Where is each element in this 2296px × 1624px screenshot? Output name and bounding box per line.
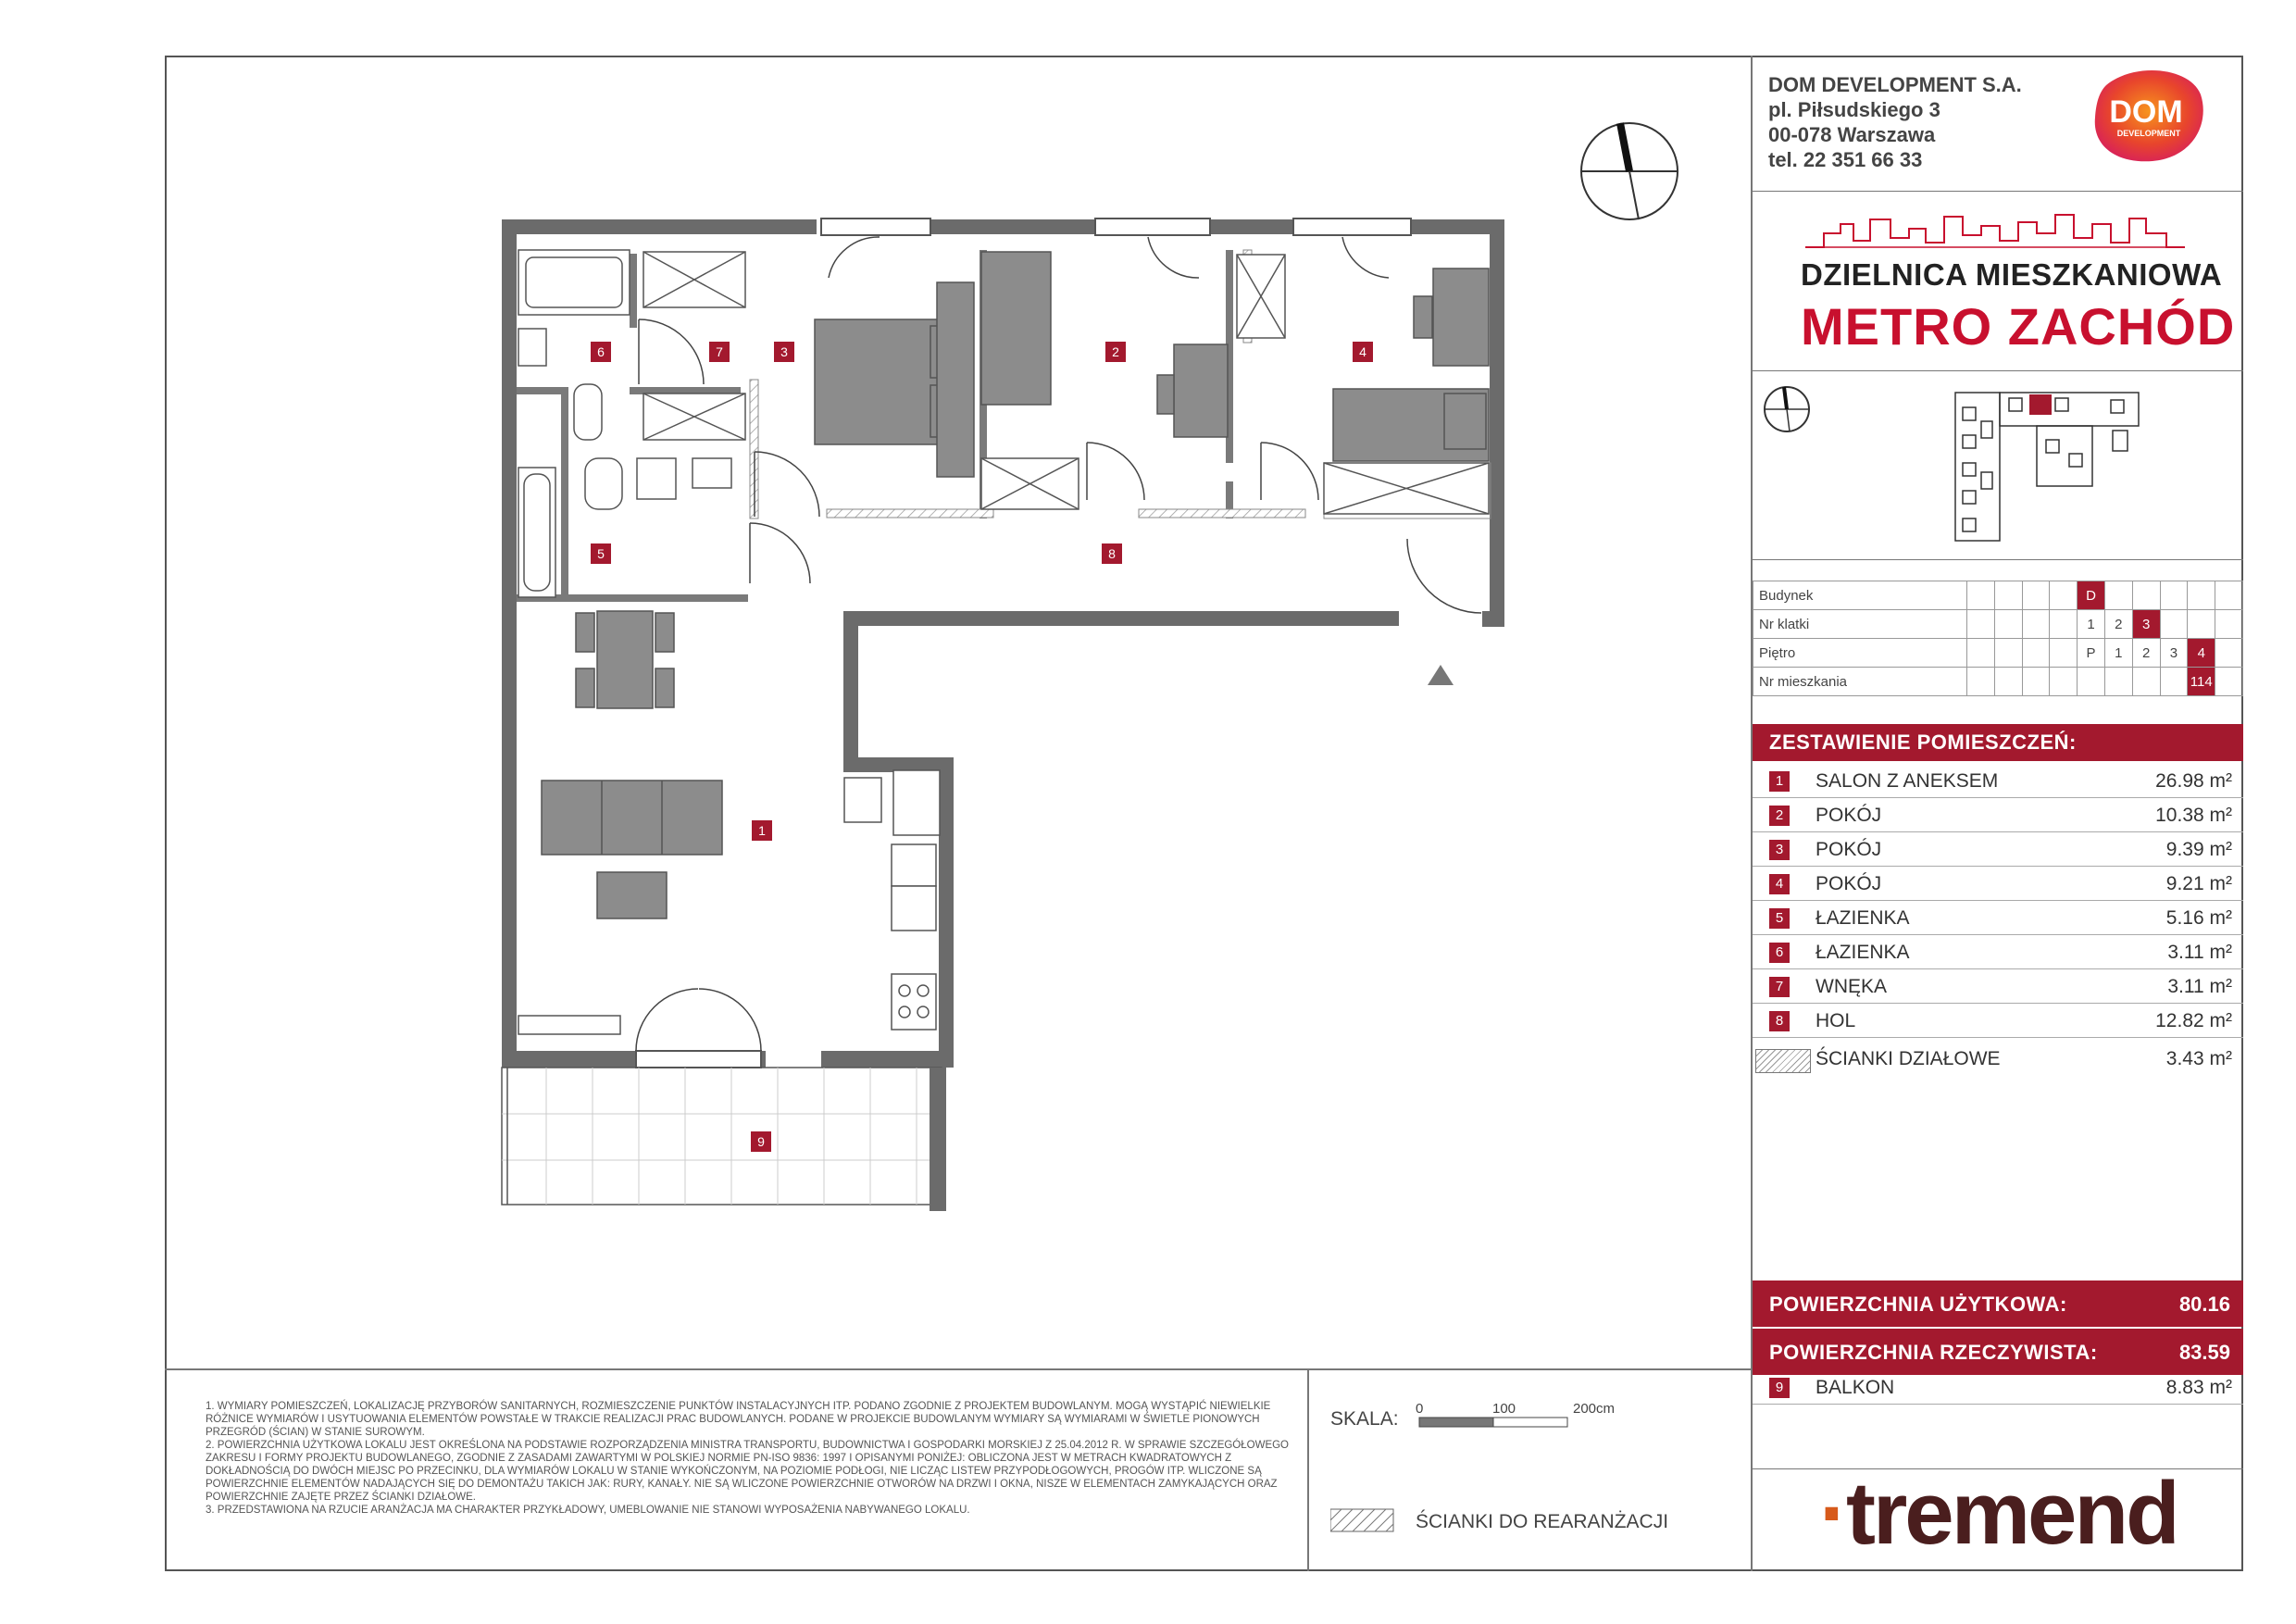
rooms-heading: ZESTAWIENIE POMIESZCZEŃ:	[1753, 724, 2243, 761]
rearrange-hatch-swatch	[1330, 1509, 1393, 1531]
brand-line1: DZIELNICA MIESZKANIOWA	[1801, 257, 2223, 292]
furniture	[518, 250, 1489, 1034]
dom-development-logo	[2088, 67, 2208, 164]
room-label-3	[774, 342, 794, 362]
room-row: 8 HOL 12.82 m²	[1753, 1005, 2243, 1038]
room-label-9	[751, 1131, 771, 1152]
brand-divider	[1753, 370, 2243, 371]
pietro-2: 2	[2132, 639, 2160, 668]
svg-text:3: 3	[780, 344, 788, 359]
svg-text:4: 4	[1359, 344, 1366, 359]
room-label-5	[591, 543, 611, 564]
row-budynek	[1753, 581, 2243, 610]
svg-text:6: 6	[597, 344, 605, 359]
legal-notes	[206, 1400, 1307, 1517]
row-mieszkanie	[1753, 668, 2243, 696]
usable-area-bar: POWIERZCHNIA UŻYTKOWA: 80.16	[1753, 1280, 2243, 1327]
label-mieszkanie: Nr mieszkania	[1753, 668, 1967, 696]
notes-divider	[165, 1368, 1751, 1370]
klatka-3-selected: 3	[2132, 610, 2160, 639]
logo-text-development: DEVELOPMENT	[2116, 129, 2181, 138]
brand-block	[1801, 209, 2236, 356]
real-area-bar: POWIERZCHNIA RZECZYWISTA: 83.59	[1753, 1329, 2243, 1375]
room-row: 6 ŁAZIENKA 3.11 m²	[1753, 936, 2243, 969]
company-phone: tel. 22 351 66 33	[1768, 148, 1923, 171]
svg-text:8: 8	[1108, 546, 1116, 561]
scale-legend	[1330, 1398, 1738, 1565]
svg-text:7: 7	[716, 344, 723, 359]
room-row: 4 POKÓJ 9.21 m²	[1753, 868, 2243, 901]
room-label-6	[591, 342, 611, 362]
klatka-1: 1	[2078, 610, 2105, 639]
partitions-row: ŚCIANKI DZIAŁOWE 3.43 m²	[1816, 1048, 2232, 1069]
entrance-arrow-icon	[1428, 665, 1454, 685]
rearrange-legend-label: ŚCIANKI DO REARANŻACJI	[1416, 1511, 1669, 1532]
label-klatka: Nr klatki	[1753, 610, 1967, 639]
notes-scale-divider	[1307, 1368, 1309, 1571]
brand-line2: METRO ZACHÓD	[1801, 297, 2236, 356]
pietro-1: 1	[2104, 639, 2132, 668]
pietro-3: 3	[2160, 639, 2188, 668]
mini-compass-icon	[1765, 387, 1809, 431]
klatka-2: 2	[2104, 610, 2132, 639]
room-label-1	[752, 820, 772, 841]
company-name: DOM DEVELOPMENT S.A.	[1768, 73, 2022, 96]
svg-text:1: 1	[758, 823, 766, 838]
note-1: 1. WYMIARY POMIESZCZEŃ, LOKALIZACJĘ PRZYBORÓW SANITARNYCH, ROZMIESZCZENIE PUNKTÓW INSTALACYJNYCH ITP. PODANO ZGODNIE Z PROJEKTEM BUDOWLANYM. MOGĄ WYSTĄPIĆ NIEWIELKIE RÓŻNICE WYMIARÓW I USYTUOWANIA ELEMENTÓW POWSTAŁE W TRAKCIE REALIZACJI PRAC BUDOWLANYCH. PODANE W PROJEKCIE BUDOWLANYM WYMIARY SĄ WYMIARAMI W ŚWIETLE PIONOWYCH PRZEGRÓD (ŚCIAN) W STANIE SUROWYM.	[206, 1401, 1271, 1438]
svg-text:5: 5	[597, 546, 605, 561]
scale-label: SKALA:	[1330, 1408, 1399, 1430]
scale-tick-200: 200cm	[1573, 1401, 1616, 1417]
company-address-city: 00-078 Warszawa	[1768, 123, 1936, 146]
room-row: 1 SALON Z ANEKSEM 26.98 m²	[1753, 765, 2243, 798]
svg-text:2: 2	[1112, 344, 1119, 359]
keyplan-divider	[1753, 559, 2243, 560]
value-budynek: D	[2078, 581, 2105, 610]
label-budynek: Budynek	[1753, 581, 1967, 610]
room-label-4	[1353, 342, 1373, 362]
scale-tick-0: 0	[1416, 1401, 1424, 1417]
keyplan-selected-unit	[2029, 394, 2052, 415]
row-pietro	[1753, 639, 2243, 668]
value-mieszkanie: 114	[2188, 668, 2215, 696]
partition-hatch-swatch	[1755, 1049, 1811, 1073]
room-label-2	[1105, 342, 1126, 362]
room-row: 5 ŁAZIENKA 5.16 m²	[1753, 902, 2243, 935]
pietro-4-selected: 4	[2188, 639, 2215, 668]
tremend-logo: ·tremend	[1819, 1464, 2177, 1563]
logo-text-dom: DOM	[2109, 94, 2183, 130]
label-pietro: Piętro	[1753, 639, 1967, 668]
scale-tick-100: 100	[1492, 1401, 1516, 1417]
room-row: 7 WNĘKA 3.11 m²	[1753, 970, 2243, 1004]
note-2: 2. POWIERZCHNIA UŻYTKOWA LOKALU JEST OKREŚLONA NA PODSTAWIE ROZPORZĄDZENIA MINISTRA TRANSPORTU, BUDOWNICTWA I GOSPODARKI MORSKIEJ Z 25.04.2012 R. W SPRAWIE SZCZEGÓŁOWEGO ZAKRESU I FORMY PROJEKTU BUDOWLANEGO, ZGODNIE Z ZASADAMI ZAWARTYMI W POLSKIEJ NORMIE PN-ISO 9836: 1997 I OPISANYMI PONIŻEJ: OBLICZONA JEST W METRACH KWADRATOWYCH Z DOKŁADNOŚCIĄ DO DWÓCH MIEJSC PO PRZECINKU, DLA WYMIARÓW LOKALU W STANIE WYKOŃCZONYM, NA POZIOMIE PODŁOGI, NIE LICZĄC LISTEW PRZYPODŁOGOWYCH, PROGÓW ITP. WLICZONE SĄ POWIERZCHNIE ELEMENTÓW NADAJĄCYCH SIĘ DO DEMONTAŻU TAKICH JAK: RURY, KANAŁY. NIE SĄ WLICZONE POWIERZCHNIE OTWORÓW NA DRZWI I OKNA, NISZE W ELEMENTACH ZAMYKAJĄCYCH ORAZ POWIERZCHNIE ZAJĘTE PRZEZ ŚCIANKI DZIAŁOWE.	[206, 1440, 1290, 1503]
company-divider	[1753, 191, 2243, 192]
room-row: 3 POKÓJ 9.39 m²	[1753, 833, 2243, 867]
company-address-street: pl. Piłsudskiego 3	[1768, 98, 1940, 121]
key-plan	[1759, 380, 2240, 556]
company-info	[1768, 72, 2022, 172]
north-compass-icon	[1581, 123, 1678, 219]
pietro-p: P	[2078, 639, 2105, 668]
room-label-7	[709, 342, 730, 362]
balcony-row: 9 BALKON 8.83 m²	[1753, 1371, 2243, 1405]
balcony	[502, 1068, 946, 1211]
row-klatka	[1753, 610, 2243, 639]
room-row: 2 POKÓJ 10.38 m²	[1753, 799, 2243, 832]
svg-text:9: 9	[757, 1134, 765, 1149]
note-3: 3. PRZEDSTAWIONA NA RZUCIE ARANŻACJA MA CHARAKTER PRZYKŁADOWY, UMEBLOWANIE NIE STANOWI WYPOSAŻENIA NABYWANEGO LOKALU.	[206, 1505, 970, 1516]
unit-info-table	[1753, 581, 2243, 696]
room-label-8	[1102, 543, 1122, 564]
